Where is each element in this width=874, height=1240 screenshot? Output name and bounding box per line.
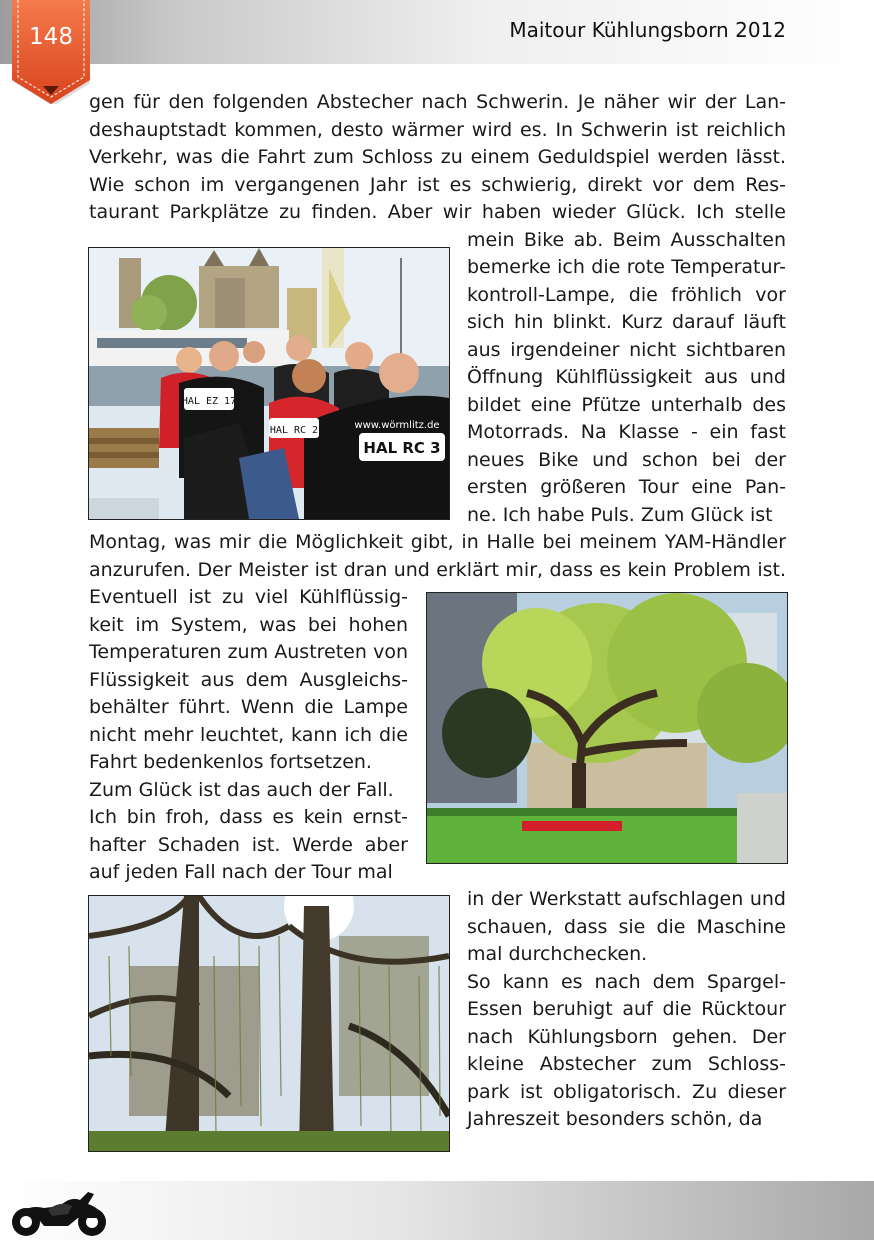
plate-3: HAL RC 3 xyxy=(363,439,441,457)
paragraph-left-3: Ich bin froh, dass es kein ernst-hafter Schaden ist. Werde aber auf jeden Fall nach der Tour mal xyxy=(89,806,408,883)
text-line: Montag, was mir die Möglichkeit gibt, in Halle bei meinem YAM-Händler xyxy=(89,531,786,553)
page-footer xyxy=(0,1181,874,1240)
text-line: gen für den folgenden Abstecher nach Schwerin. Je näher wir der Lan- xyxy=(89,91,786,113)
photo-tree-in-park xyxy=(426,592,788,864)
text-line: Wie schon im vergangenen Jahr ist es schwierig, direkt vor dem Res- xyxy=(89,173,786,196)
paragraph-right-3: So kann es nach dem Spargel-Essen beruhigt auf die Rücktour nach Kühlungsborn gehen. Der kleine Abstecher zum Schloss-park ist obligatorisch. Zu dieser Jahreszeit besonders schön, da xyxy=(467,970,786,1130)
text-line: deshauptstadt kommen, desto wärmer wird es. In Schwerin ist reichlich xyxy=(89,118,786,141)
text-line: taurant Parkplätze zu finden. Aber wir haben wieder Glück. Ich stelle xyxy=(89,201,786,223)
running-title: Maitour Kühlungsborn 2012 xyxy=(509,18,786,42)
paragraph-right-2: in der Werkstatt aufschlagen und schauen, dass sie die Maschine mal durchchecken. xyxy=(467,888,786,965)
page-number-ribbon xyxy=(12,0,90,104)
text-line: Verkehr, was die Fahrt zum Schloss zu einem Geduldspiel werden lässt. xyxy=(89,146,786,168)
plate-1: HAL EZ 17 xyxy=(181,396,237,407)
text-line: anzurufen. Der Meister ist dran und erklärt mir, dass es kein Problem ist. xyxy=(89,558,786,581)
paragraph-right-1: mein Bike ab. Beim Ausschalten bemerke ich die rote Temperatur-kontroll-Lampe, die fröhlich vor sich hin blinkt. Kurz darauf läuft aus irgendeiner nicht sichtbaren Öffnung Kühlflüssigkeit aus und bildet eine Pfütze unterhalb des Motorrads. Na Klasse - ein fast neues Bike und schon bei der ersten größeren Tour eine Pan-ne. Ich habe Puls. Zum Glück ist xyxy=(467,228,786,526)
shirt-print: www.wörmlitz.de xyxy=(354,420,440,431)
plate-2: HAL RC 2 xyxy=(269,425,319,436)
photo-weeping-tree xyxy=(88,895,450,1152)
motorcycle-icon xyxy=(8,1186,112,1238)
paragraph-left-1: Eventuell ist zu viel Kühlflüssig-keit im System, was bei hohen Temperaturen zum Austreten von Flüssigkeit aus dem Ausgleichs-behälter führt. Wenn die Lampe nicht mehr leuchtet, kann ich die Fahrt bedenkenlos fortsetzen. xyxy=(89,586,408,773)
page-number: 148 xyxy=(29,24,73,50)
photo-group-on-boat xyxy=(88,247,450,520)
paragraph-left-2: Zum Glück ist das auch der Fall. xyxy=(89,778,394,801)
